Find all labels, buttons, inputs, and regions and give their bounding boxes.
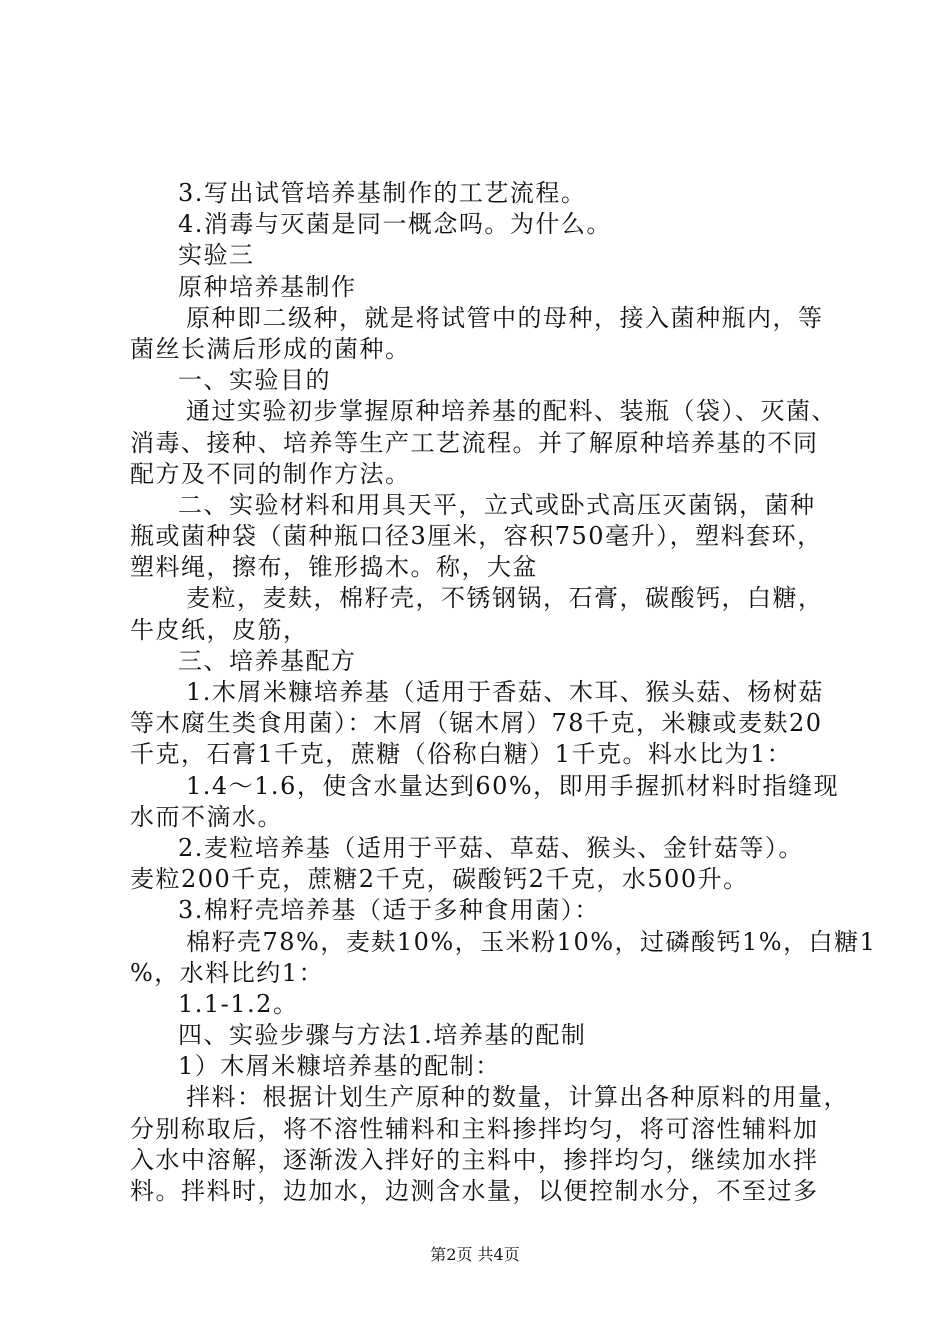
- text-line: 配方及不同的制作方法。: [130, 459, 411, 488]
- text-line: 等木腐生类食用菌）：木屑（锯木屑）78千克，米糠或麦麸20: [130, 709, 823, 738]
- text-line: 四、实验步骤与方法1.培养基的配制: [178, 1021, 587, 1050]
- page-number-total: 共4页: [477, 1245, 520, 1264]
- text-line: 1.4～1.6，使含水量达到60%，即用手握抓材料时指缝现: [186, 771, 840, 800]
- text-line: 水而不滴水。: [130, 802, 283, 831]
- text-line: 3.棉籽壳培养基（适于多种食用菌）：: [178, 896, 600, 925]
- text-line: 牛皮纸，皮筋，: [130, 615, 309, 644]
- text-line: 料。拌料时，边加水，边测含水量，以便控制水分，不至过多: [130, 1177, 819, 1205]
- text-line: 消毒、接种、培养等生产工艺流程。并了解原种培养基的不同: [130, 428, 819, 457]
- page-footer: [0, 1245, 950, 1265]
- text-line: 麦粒200千克，蔗糖2千克，碳酸钙2千克，水500升。: [130, 865, 749, 894]
- text-line: 原种培养基制作: [178, 272, 357, 301]
- text-line: 菌丝长满后形成的菌种。: [130, 334, 411, 363]
- text-line: 1.木屑米糠培养基（适用于香菇、木耳、猴头菇、杨树菇: [186, 678, 824, 706]
- text-line: 瓶或菌种袋（菌种瓶口径3厘米，容积750毫升），塑料套环，: [130, 522, 823, 551]
- text-line: 原种即二级种，就是将试管中的母种，接入菌种瓶内，等: [186, 303, 824, 332]
- text-line: 塑料绳，擦布，锥形捣木。称，大盆: [130, 553, 538, 582]
- page-number-current: 第2页: [430, 1245, 473, 1264]
- text-line: 拌料：根据计划生产原种的数量，计算出各种原料的用量，: [186, 1083, 849, 1112]
- document-body: [130, 178, 877, 1207]
- text-line: 通过实验初步掌握原种培养基的配料、装瓶（袋）、灭菌、: [186, 397, 837, 426]
- text-line: 麦粒，麦麸，棉籽壳，不锈钢锅，石膏，碳酸钙，白糖，: [186, 584, 824, 613]
- text-line: 入水中溶解，逐渐泼入拌好的主料中，掺拌均匀，继续加水拌: [130, 1145, 819, 1174]
- text-line: 千克，石膏1千克，蔗糖（俗称白糖）1千克。料水比为1：: [130, 740, 793, 769]
- text-line: 实验三: [178, 241, 255, 270]
- text-line: 二、实验材料和用具天平，立式或卧式高压灭菌锅，菌种: [178, 490, 816, 519]
- text-line: 1）木屑米糠培养基的配制：: [178, 1052, 501, 1081]
- text-line: 三、培养基配方: [178, 646, 357, 675]
- text-line: 棉籽壳78%，麦麸10%，玉米粉10%，过磷酸钙1%，白糖1: [186, 927, 877, 956]
- text-line: 1.1-1.2。: [178, 989, 299, 1018]
- text-line: 2.麦粒培养基（适用于平菇、草菇、猴头、金针菇等）。: [178, 833, 804, 862]
- text-line: 分别称取后，将不溶性辅料和主料掺拌均匀，将可溶性辅料加: [130, 1114, 819, 1143]
- text-line: %，水料比约1：: [130, 958, 325, 987]
- text-line: 3.写出试管培养基制作的工艺流程。: [178, 179, 587, 207]
- text-line: 一、实验目的: [178, 366, 331, 395]
- text-line: 4.消毒与灭菌是同一概念吗。为什么。: [178, 210, 612, 239]
